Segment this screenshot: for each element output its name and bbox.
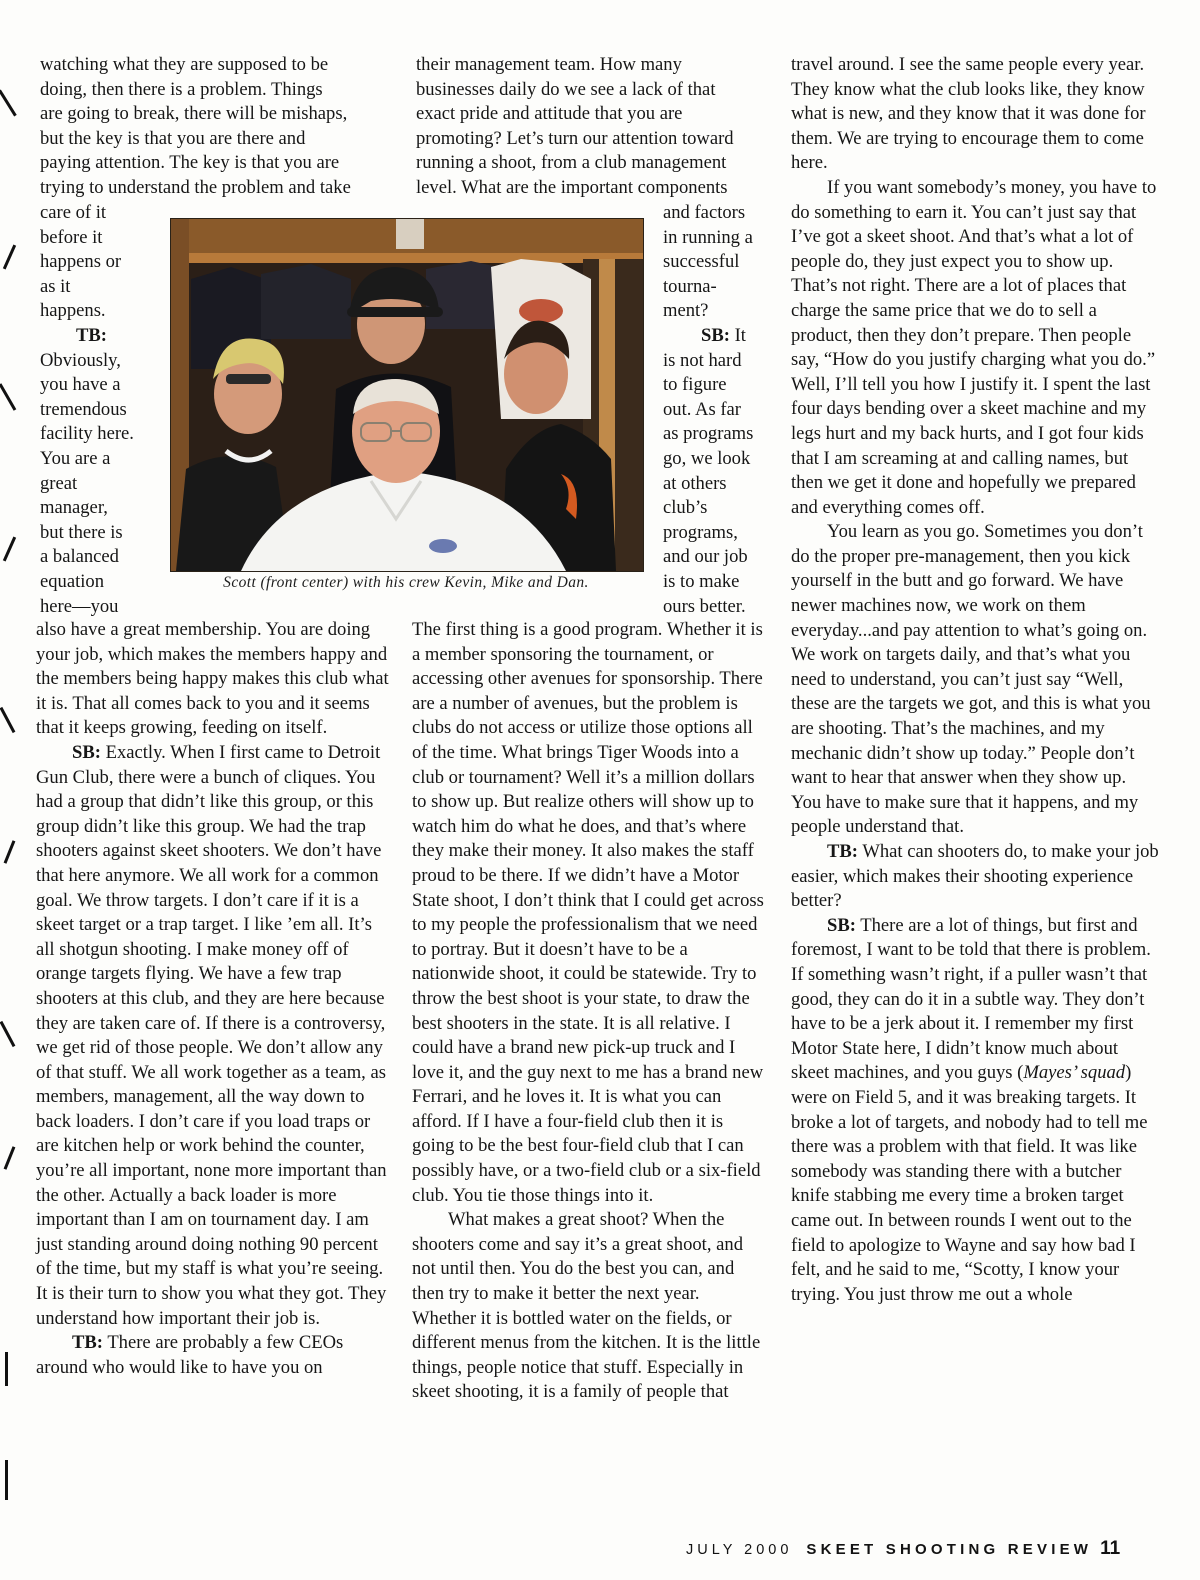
crew-photo — [170, 218, 644, 572]
speaker-label-tb — [40, 324, 165, 349]
text-line: promoting? Let’s turn our attention toward — [416, 127, 734, 149]
paragraph — [791, 914, 1159, 1308]
paragraph-text: ) were on Field 5, and it was breaking targets. It broke a lot of targets, and nobody had to tell me there was a problem with that field. It was like somebody was standing there with a butcher knife stabbing me every time a broken target came out. In between rounds I went out to the field to apologize to Wayne and say how bad I felt, and he said to me, “Scotty, I know your trying. You just throw me out a whole — [791, 1062, 1148, 1305]
speaker-sb: SB: — [827, 914, 856, 936]
speaker-sb: SB: — [701, 324, 730, 346]
text-line: are going to break, there will be mishaps, — [40, 103, 348, 125]
column-1-side — [40, 201, 165, 619]
text-line: tourna- — [663, 275, 717, 297]
text-line: ours better. — [663, 595, 746, 617]
text-line: equation — [40, 570, 105, 592]
photo-caption: Scott (front center) with his crew Kevin, Mike and Dan. — [223, 574, 589, 591]
speaker-sb: SB: — [72, 741, 101, 763]
text-line: you have a — [40, 374, 121, 396]
page-number: 11 — [1100, 1538, 1121, 1559]
speaker-tb: TB: — [72, 1332, 103, 1354]
text-line: exact pride and attitude that you are — [416, 103, 683, 125]
text-line: and factors — [663, 202, 746, 223]
paragraph: travel around. I see the same people every year. They know what the club looks like, they know what is new, and they know that it was done for them. We are trying to encourage them to come here. — [791, 54, 1146, 174]
paragraph-text: Exactly. When I first came to Detroit Gun Club, there were a bunch of cliques. You had a group that didn’t like this group, or this group didn’t like this group. We had the trap shooters against skeet shooters. We don’t have that here anymore. We all work for a common goal. We throw targets. I don’t care if it is a skeet target or a trap target. I like ’em all. It’s all shotgun shooting. I make money off of orange targets flying. We have a few trap shooters at this club, and they are here because they are taken care of. If there is a controversy, we get rid of those people. We don’t allow any of that stuff. We all work together as a team, as members, management, all the way down to back loaders. I don’t care if you load traps or are kitchen help or work behind the counter, you’re all important, none more important than the other. Actually a back loader is more important than I am on tournament day. I am just standing around doing nothing 90 percent of the time, but my staff is what you’re seeing. It is their turn to show you what they got. They understand how important their job is. — [36, 741, 387, 1329]
text-line: watching what they are supposed to be — [40, 54, 329, 75]
text-line: here—you — [40, 595, 119, 617]
text-line: as programs — [663, 423, 754, 445]
margin-mark — [0, 1021, 15, 1047]
margin-mark — [4, 840, 16, 863]
paragraph: What makes a great shoot? When the shooters come and say it’s a great shoot, and not until then. You do the best you can, and then try to make it better the next year. Whether it is bottled water on the fields, or different menus from the kitchen. It is the little things, people notice that stuff. Especially in skeet shooting, it is a family of people that — [412, 1209, 761, 1403]
text-line: at others — [663, 472, 727, 494]
column-3-body — [791, 53, 1159, 1307]
column-1-top — [40, 53, 410, 201]
text-line: go, we look — [663, 447, 751, 469]
page-footer — [686, 1538, 1146, 1560]
text-line: successful — [663, 251, 740, 273]
text-line: tremendous — [40, 398, 127, 420]
paragraph-text: There are a lot of things, but first and foremost, I want to be told that there is problem. If something wasn’t right, if a puller wasn’t that good, they can do it in a subtle way. They don’t have to be a jerk about it. I remember my first Motor State here, I didn’t know much about skeet machines, and you guys ( — [791, 914, 1151, 1084]
column-2-top — [416, 53, 776, 201]
crew-photo-illustration — [171, 219, 643, 571]
text-line: You are a — [40, 447, 111, 469]
column-1-body — [36, 618, 392, 1380]
margin-mark — [0, 383, 16, 410]
speaker-tb: TB: — [827, 841, 858, 862]
paragraph — [36, 1331, 392, 1380]
text-line: doing, then there is a problem. Things — [40, 78, 323, 100]
margin-mark — [4, 1146, 16, 1169]
text-line: running a shoot, from a club management — [416, 152, 727, 174]
text-line: businesses daily do we see a lack of that — [416, 78, 716, 100]
margin-mark — [0, 707, 15, 733]
text-line: paying attention. The key is that you are — [40, 152, 340, 174]
text-line: a balanced — [40, 546, 119, 568]
italic-text: Mayes’ squad — [1023, 1062, 1126, 1084]
paragraph: The first thing is a good program. Whether it is a member sponsoring the tournament, or accessing other avenues for sponsorship. There are a number of avenues, but the problem is clubs do not access or utilize those options all of the time. What brings Tiger Woods into a club or tournament? Well it’s a million dollars to show up. But realize others will show up to watch him do what he does, and that’s where they make their money. It also makes the staff proud to be there. If we didn’t have a Motor State shoot, I don’t think that I could get across to my people the professionalism that we need to portray. But it doesn’t have to be a nationwide shoot, it could be statewide. Try to throw the best shoot is your state, to draw the best shooters in the state. It is all relative. I could have a brand new pick-up truck and I love it, and the guy next to me has a brand new Ferrari, and he loves it. It is what you can afford. If I have a four-field club then it is going to be the best four-field club that I can possibly have, or a two-field club or a six-field club. You tie those things into it. — [412, 619, 764, 1206]
margin-mark — [5, 1352, 8, 1386]
paragraph-text: What can shooters do, to make your job easier, which makes their shooting experience better? — [791, 841, 1159, 912]
paragraph: If you want somebody’s money, you have to do something to earn it. You can’t just say that I’ve got a skeet shoot. And that’s what a lot of people do, they just expect you to show up. That’s not right. There are a lot of places that charge the same price that we do to sell a product, then they don’t prepare. Then people say, “How do you justify charging what you do.” Well, I’ll tell you how I justify it. I spent the last four days bending over a skeet machine and my legs hurt and my back hurts, and I got four kids that I am screaming at and calling names, but then we get it done and hopefully we prepared and everything comes off. — [791, 176, 1157, 518]
text-line: club’s — [663, 497, 708, 519]
paragraph — [791, 840, 1159, 914]
paragraph: You learn as you go. Sometimes you don’t do the proper pre-management, then you kick yourself in the butt and go forward. We have newer machines now, we work on them everyday...and pay attention to what’s going on. We work on targets daily, and that’s what you need to understand, you can’t just say “Well, these are the targets we got, and this is what you are shooting. That’s the machines, and my mechanic didn’t show up today.” People don’t want to hear that answer when they show up. You have to make sure that it happens, and my people understand that. — [791, 521, 1151, 838]
margin-mark — [3, 537, 16, 562]
text-line: out. As far — [663, 398, 741, 420]
text-line: is not hard — [663, 349, 742, 371]
text-line: level. What are the important components — [416, 176, 728, 198]
text-line: great — [40, 472, 78, 494]
text-line: Obviously, — [40, 349, 121, 371]
text-line: happens or — [40, 251, 122, 273]
margin-mark — [0, 89, 17, 116]
text-line: their management team. How many — [416, 54, 682, 75]
text-line: before it — [40, 226, 103, 248]
text-line: trying to understand the problem and take — [40, 176, 351, 198]
column-2-side — [663, 201, 781, 619]
column-2-body — [412, 618, 766, 1405]
magazine-name: SKEET SHOOTING REVIEW — [806, 1541, 1093, 1558]
paragraph: also have a great membership. You are doing your job, which makes the members happy and the members being happy makes this club what it is. That all comes back to you and it seems that it keeps growing, feeding on itself. — [36, 619, 389, 739]
text-line: and our job — [663, 546, 748, 568]
paragraph — [36, 741, 392, 1331]
text-line: but the key is that you are there and — [40, 127, 306, 149]
text-line: as it — [40, 275, 71, 297]
text-line: facility here. — [40, 423, 134, 445]
text-line: It — [734, 324, 746, 346]
text-line: to figure — [663, 374, 727, 396]
text-line: ment? — [663, 300, 709, 322]
paragraph-text: There are probably a few CEOs around who would like to have you on — [36, 1332, 344, 1378]
text-line: in running a — [663, 226, 753, 248]
margin-mark — [3, 245, 16, 270]
text-line: is to make — [663, 570, 740, 592]
text-line: happens. — [40, 300, 106, 322]
speaker-label-sb — [663, 324, 781, 349]
margin-mark — [5, 1460, 8, 1500]
issue-date: JULY 2000 — [686, 1542, 793, 1558]
text-line: manager, — [40, 497, 108, 519]
text-line: programs, — [663, 521, 738, 543]
speaker-tb: TB: — [76, 324, 107, 346]
text-line: but there is — [40, 521, 123, 543]
text-line: care of it — [40, 202, 107, 223]
